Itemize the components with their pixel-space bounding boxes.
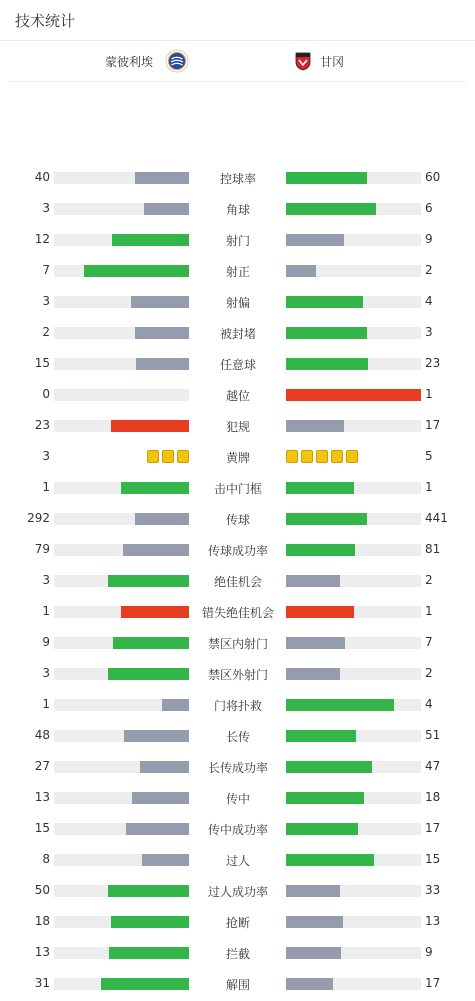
- home-bar: [111, 916, 189, 928]
- stat-row: [0, 567, 475, 598]
- home-bar-track: [54, 234, 189, 246]
- home-value: 13: [34, 790, 50, 804]
- guingamp-crest-icon: [293, 51, 313, 71]
- home-bar-track: [54, 668, 189, 680]
- away-value: 1: [425, 480, 433, 494]
- stat-row: [0, 722, 475, 753]
- stat-label: 越位: [225, 389, 250, 403]
- away-bar: [286, 730, 356, 742]
- away-value: 17: [425, 821, 441, 835]
- away-bar-track: [286, 513, 421, 525]
- home-bar: [126, 823, 189, 835]
- yellow-card-icon: [331, 450, 343, 463]
- home-bar-track: [54, 544, 189, 556]
- away-bar: [286, 606, 354, 618]
- away-bar-track: [286, 358, 421, 370]
- home-bar-track: [54, 513, 189, 525]
- stat-row: [0, 505, 475, 536]
- stat-row: [0, 815, 475, 846]
- away-bar-track: [286, 420, 421, 432]
- home-bar: [124, 730, 189, 742]
- home-bar: [113, 637, 189, 649]
- home-bar: [144, 203, 189, 215]
- away-bar: [286, 916, 343, 928]
- home-value: 15: [34, 821, 50, 835]
- away-value: 7: [425, 635, 433, 649]
- away-bar: [286, 358, 368, 370]
- yellow-card-icon: [316, 450, 328, 463]
- home-bar-track: [54, 606, 189, 618]
- stat-label: 长传: [225, 730, 250, 744]
- stat-label: 长传成功率: [207, 761, 268, 775]
- away-value: 9: [425, 945, 433, 959]
- home-bar-track: [54, 265, 189, 277]
- home-bar-track: [54, 947, 189, 959]
- away-bar-track: [286, 637, 421, 649]
- stat-label: 错失绝佳机会: [201, 606, 274, 620]
- away-bar: [286, 699, 394, 711]
- away-bar: [286, 544, 355, 556]
- page-title: 技术统计: [15, 12, 76, 30]
- home-value: 3: [42, 666, 50, 680]
- yellow-card-icon: [147, 450, 159, 463]
- home-value: 27: [34, 759, 50, 773]
- home-value: 12: [34, 232, 50, 246]
- away-yellow-cards: [286, 450, 358, 463]
- home-value: 23: [34, 418, 50, 432]
- stat-label: 过人成功率: [207, 885, 268, 899]
- away-bar-track: [286, 730, 421, 742]
- away-value: 2: [425, 573, 433, 587]
- away-value: 17: [425, 976, 441, 990]
- home-bar: [108, 668, 189, 680]
- home-value: 79: [34, 542, 50, 556]
- away-value: 1: [425, 604, 433, 618]
- stat-label: 绝佳机会: [213, 575, 262, 589]
- away-value: 4: [425, 697, 433, 711]
- stat-row: [0, 939, 475, 970]
- away-value: 6: [425, 201, 433, 215]
- stat-row: [0, 753, 475, 784]
- home-bar-track: [54, 761, 189, 773]
- away-value: 2: [425, 666, 433, 680]
- away-bar: [286, 575, 340, 587]
- home-bar-track: [54, 916, 189, 928]
- yellow-card-icon: [301, 450, 313, 463]
- away-value: 1: [425, 387, 433, 401]
- away-bar-track: [286, 947, 421, 959]
- home-bar: [109, 947, 189, 959]
- stat-label: 传球成功率: [207, 544, 268, 558]
- away-bar: [286, 947, 341, 959]
- stat-label: 被封堵: [219, 327, 256, 341]
- home-bar: [136, 358, 189, 370]
- away-value: 60: [425, 170, 441, 184]
- stat-row: [0, 908, 475, 939]
- away-value: 17: [425, 418, 441, 432]
- away-value: 3: [425, 325, 433, 339]
- away-bar: [286, 513, 367, 525]
- stat-label: 黄牌: [225, 451, 250, 465]
- stat-row: [0, 536, 475, 567]
- away-bar-track: [286, 823, 421, 835]
- montpellier-crest-icon: [165, 49, 189, 73]
- home-bar: [121, 482, 189, 494]
- away-bar-track: [286, 668, 421, 680]
- home-bar: [140, 761, 189, 773]
- away-bar-track: [286, 389, 421, 401]
- home-bar-track: [54, 823, 189, 835]
- home-bar-track: [54, 389, 189, 401]
- away-bar: [286, 792, 364, 804]
- stat-row: [0, 784, 475, 815]
- home-bar-track: [54, 203, 189, 215]
- away-bar-track: [286, 203, 421, 215]
- away-bar-track: [286, 482, 421, 494]
- stat-row: [0, 381, 475, 412]
- home-value: 2: [42, 325, 50, 339]
- away-value: 23: [425, 356, 441, 370]
- home-value: 50: [34, 883, 50, 897]
- home-value: 9: [42, 635, 50, 649]
- away-value: 13: [425, 914, 441, 928]
- home-bar-track: [54, 172, 189, 184]
- away-bar: [286, 482, 354, 494]
- stat-label: 击中门框: [213, 482, 262, 496]
- home-bar-track: [54, 854, 189, 866]
- home-bar-track: [54, 575, 189, 587]
- stat-label: 传中: [225, 792, 250, 806]
- home-bar: [112, 234, 189, 246]
- home-value: 13: [34, 945, 50, 959]
- away-value: 2: [425, 263, 433, 277]
- away-bar: [286, 203, 376, 215]
- yellow-card-icon: [162, 450, 174, 463]
- away-value: 15: [425, 852, 441, 866]
- home-value: 18: [34, 914, 50, 928]
- away-bar-track: [286, 761, 421, 773]
- home-value: 8: [42, 852, 50, 866]
- away-value: 18: [425, 790, 441, 804]
- home-value: 1: [42, 480, 50, 494]
- away-bar-track: [286, 296, 421, 308]
- stat-row: [0, 474, 475, 505]
- home-bar-track: [54, 420, 189, 432]
- stat-row: [0, 257, 475, 288]
- stat-label: 角球: [225, 203, 250, 217]
- home-bar: [123, 544, 189, 556]
- stat-label: 射门: [225, 234, 250, 248]
- away-value: 4: [425, 294, 433, 308]
- home-team-name: 蒙彼利埃: [104, 55, 153, 69]
- home-bar-track: [54, 637, 189, 649]
- away-bar: [286, 823, 358, 835]
- home-value: 3: [42, 201, 50, 215]
- away-bar-track: [286, 978, 421, 990]
- home-bar-track: [54, 358, 189, 370]
- home-bar-track: [54, 699, 189, 711]
- stats-header: [0, 0, 475, 41]
- stat-row: [0, 226, 475, 257]
- home-value: 1: [42, 604, 50, 618]
- stat-label: 任意球: [219, 358, 256, 372]
- away-bar-track: [286, 172, 421, 184]
- home-bar: [108, 575, 189, 587]
- home-bar-track: [54, 792, 189, 804]
- stat-row: [0, 350, 475, 381]
- stat-label: 过人: [225, 854, 250, 868]
- home-value: 31: [34, 976, 50, 990]
- home-bar: [111, 420, 189, 432]
- home-value: 48: [34, 728, 50, 742]
- away-bar-track: [286, 854, 421, 866]
- away-bar: [286, 420, 344, 432]
- away-value: 33: [425, 883, 441, 897]
- home-bar: [142, 854, 189, 866]
- home-bar: [84, 265, 189, 277]
- stat-row: [0, 443, 475, 474]
- stat-row: [0, 319, 475, 350]
- stat-label: 传中成功率: [207, 823, 268, 837]
- stat-label: 拦截: [225, 947, 250, 961]
- yellow-card-icon: [346, 450, 358, 463]
- stat-row: [0, 195, 475, 226]
- yellow-card-icon: [177, 450, 189, 463]
- away-bar-track: [286, 575, 421, 587]
- home-value: 40: [34, 170, 50, 184]
- away-bar: [286, 978, 333, 990]
- stat-row: [0, 877, 475, 908]
- home-bar: [162, 699, 189, 711]
- away-bar-track: [286, 916, 421, 928]
- away-value: 441: [425, 511, 448, 525]
- away-value: 47: [425, 759, 441, 773]
- away-value: 51: [425, 728, 441, 742]
- away-value: 9: [425, 232, 433, 246]
- away-bar-track: [286, 792, 421, 804]
- home-value: 3: [42, 294, 50, 308]
- away-value: 81: [425, 542, 441, 556]
- home-bar: [121, 606, 189, 618]
- away-bar-track: [286, 327, 421, 339]
- stat-label: 射偏: [225, 296, 250, 310]
- home-bar: [108, 885, 189, 897]
- home-bar-track: [54, 730, 189, 742]
- away-value: 5: [425, 449, 433, 463]
- stat-label: 犯规: [225, 420, 250, 434]
- stat-row: [0, 970, 475, 1001]
- home-value: 3: [42, 449, 50, 463]
- away-team-name: 甘冈: [320, 55, 345, 69]
- away-bar: [286, 668, 340, 680]
- home-value: 292: [27, 511, 50, 525]
- stat-label: 射正: [225, 265, 250, 279]
- stat-label: 传球: [225, 513, 250, 527]
- home-bar: [101, 978, 189, 990]
- away-bar: [286, 885, 340, 897]
- stat-row: [0, 288, 475, 319]
- teams-row: [9, 41, 466, 82]
- stat-row: [0, 629, 475, 660]
- stat-row: [0, 164, 475, 195]
- away-bar: [286, 389, 421, 401]
- away-bar: [286, 172, 367, 184]
- home-bar-track: [54, 978, 189, 990]
- home-yellow-cards: [147, 450, 189, 463]
- home-value: 0: [42, 387, 50, 401]
- away-bar-track: [286, 699, 421, 711]
- stat-row: [0, 412, 475, 443]
- away-bar-track: [286, 234, 421, 246]
- stat-label: 抢断: [225, 916, 250, 930]
- stat-row: [0, 691, 475, 722]
- stat-row: [0, 846, 475, 877]
- away-bar: [286, 265, 316, 277]
- away-bar: [286, 296, 363, 308]
- home-bar-track: [54, 885, 189, 897]
- away-bar: [286, 327, 367, 339]
- home-value: 15: [34, 356, 50, 370]
- home-bar: [135, 172, 189, 184]
- away-bar-track: [286, 606, 421, 618]
- yellow-card-icon: [286, 450, 298, 463]
- stat-label: 禁区内射门: [207, 637, 268, 651]
- stat-label: 解围: [225, 978, 250, 992]
- stat-label: 控球率: [219, 172, 256, 186]
- home-bar-track: [54, 296, 189, 308]
- away-bar: [286, 761, 372, 773]
- home-value: 3: [42, 573, 50, 587]
- home-bar: [135, 327, 189, 339]
- home-bar: [131, 296, 189, 308]
- home-bar-track: [54, 327, 189, 339]
- home-value: 1: [42, 697, 50, 711]
- home-bar-track: [54, 482, 189, 494]
- stat-label: 门将扑救: [213, 699, 262, 713]
- away-bar-track: [286, 265, 421, 277]
- away-bar: [286, 637, 345, 649]
- home-value: 7: [42, 263, 50, 277]
- away-bar: [286, 234, 344, 246]
- away-bar: [286, 854, 374, 866]
- away-bar-track: [286, 885, 421, 897]
- home-bar: [135, 513, 189, 525]
- stat-row: [0, 660, 475, 691]
- home-bar: [132, 792, 189, 804]
- stat-label: 禁区外射门: [207, 668, 268, 682]
- stat-row: [0, 598, 475, 629]
- away-bar-track: [286, 544, 421, 556]
